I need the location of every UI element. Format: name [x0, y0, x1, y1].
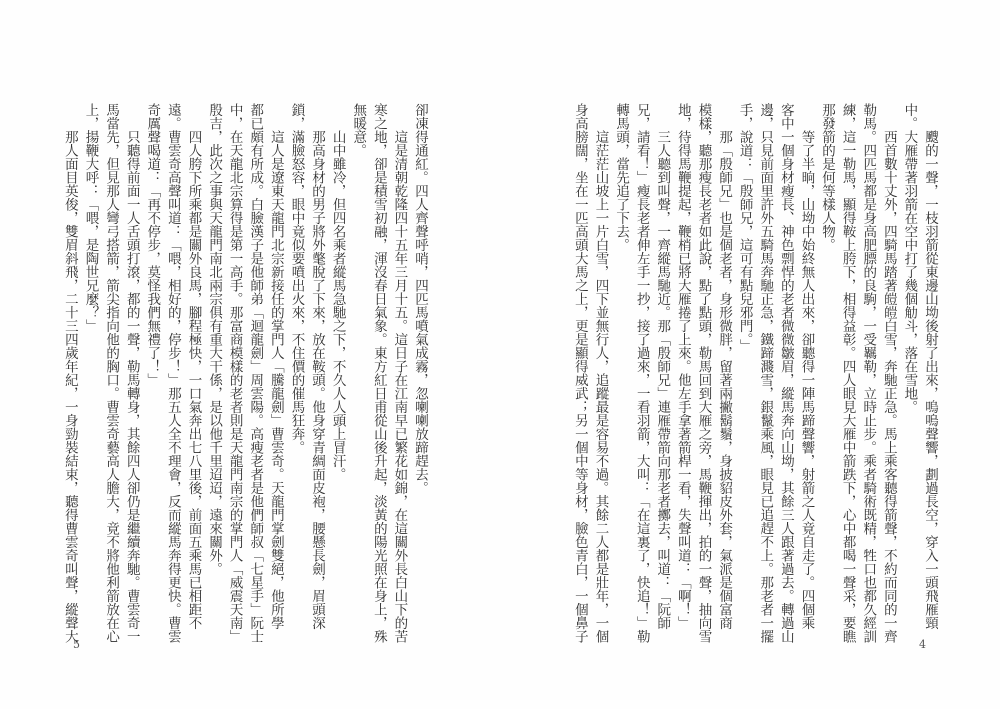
text-column: 中，在天龍北宗算得是第一高手。那富商模樣的老者則是天龍門南宗的掌門人「威震天南」	[226, 103, 243, 643]
text-column: 上，揚鞭大呼：「喂，是陶世兄麼？」	[82, 103, 99, 333]
text-column: 這茫茫山坡上一片白雪，四下並無行人，追蹤最是容易不過。其餘二人都是壯年，一個	[592, 103, 609, 643]
text-column: 地，待得馬鞭提起，鞭梢已將大雁捲了上來。他左手拿著箭桿一看，失聲叫道：「啊！」	[674, 103, 691, 630]
text-column: 殷吉，此次之事與天龍門南北兩宗俱有重大干係，是以他千里迢迢，遠來關外。	[206, 103, 223, 576]
text-column: 只聽得前面一人舌頭打滾，都的一聲，勒馬轉身，其餘四人卻仍是繼續奔馳。曹雲奇一	[123, 103, 140, 643]
text-column: 轉馬頭，當先追了下去。	[613, 103, 630, 252]
page-number-right: 4	[919, 638, 926, 651]
text-column: 那高身材的男子將外氅脫了下來，放在鞍頭。他身穿青綢面皮袍，腰懸長劍，眉頭深	[309, 103, 326, 630]
text-column: 鎖，滿臉怒容，眼中竟似要噴出火來，不住價的催馬狂奔。	[288, 103, 305, 454]
text-column: 寒之地，卻是積雪初融，渾沒春日氣象。東方紅日甫從山後升起，淡黃的陽光照在身上，殊	[370, 103, 387, 643]
text-column: 模樣，聽那瘦長老者如此說，點了點頭，勒馬回到大雁之旁，馬鞭揮出，拍的一聲，抽向雪	[695, 103, 712, 643]
text-column: 身高膀闊，坐在一匹高頭大馬之上，更是顯得威武；另一個中等身材，臉色青白，一個鼻子	[571, 103, 588, 643]
text-column: 無暖意。	[350, 103, 367, 157]
text-column: 那發箭的是何等樣人物。	[819, 103, 836, 252]
text-column: 等了半晌，山坳中始終無人出來，卻聽得一陣馬蹄聲響，射箭之人竟自走了。四個乘	[798, 103, 815, 630]
text-column: 這人是遼東天龍門北宗新接任的掌門人「騰龍劍」曹雲奇。天龍門掌劍雙絕，他所學	[267, 103, 284, 630]
text-column: 那「殷師兄」也是個老者，身形微胖，留著兩撇鬍鬚，身披貂皮外套，氣派是個富商	[716, 103, 733, 630]
text-column: 馬當先，但見那人彎弓搭箭，箭尖指向他的胸口。曹雲奇藝高人膽大，竟不將他利箭放在心	[103, 103, 120, 643]
text-column: 手，說道：「殷師兄，這可有點兒邪門。」	[736, 103, 753, 353]
text-column: 奇厲聲喝道：「再不停步，莫怪我們無禮了！」	[144, 103, 161, 387]
text-column: 三人聽到叫聲，一齊縱馬馳近。那「殷師兄」連雁帶箭向那老者擲去，叫道：「阮師	[654, 103, 671, 630]
right-page	[500, 0, 1000, 709]
text-column: 都已頗有所成。白臉漢子是他師弟「迴龍劍」周雲陽。高瘦老者是他們師叔「七星手」阮士	[247, 103, 264, 643]
text-column: 那人面目英俊，雙眉斜飛，二十三四歲年紀，一身勁裝結束，聽得曹雲奇叫聲，縱聲大	[61, 103, 78, 643]
page-number-left: 5	[73, 638, 80, 651]
text-column: 西首數十丈外，四騎馬踏著皚皚白雪，奔馳正急。馬上乘客聽得箭聲，不約而同的一齊	[880, 103, 897, 643]
right-page-text	[569, 103, 940, 643]
text-column: 邊，只見前面里許外五騎馬奔馳正急，鐵蹄濺雪，銀鬣乘風，眼見已追趕不上。那老者一擺	[757, 103, 774, 643]
text-column: 兄，請看！」瘦長老者伸左手一抄，接了過來，一看羽箭，大叫：「在這裏了，快追！」勒	[633, 103, 650, 643]
text-column: 勒馬。四匹馬都是身高肥膘的良駒，一受羈勒，立時止步。乘者騎術既精，牲口也都久經訓	[860, 103, 877, 643]
text-column: 四人胯下所乘都是關外良馬，腳程極快，一口氣奔出七八里後，前面五乘馬已相距不	[185, 103, 202, 630]
text-column: 颼的一聲，一枝羽箭從東邊山坳後射了出來，嗚嗚聲響，劃過長空，穿入一頭飛雁頸	[922, 103, 938, 630]
text-column: 卻凍得通紅。四人齊聲呼哨，四匹馬噴氣成霧，忽喇喇放蹄趕去。	[412, 103, 428, 495]
text-column: 中。大雁帶著羽箭在空中打了幾個觔斗，落在雪地。	[901, 103, 918, 414]
text-column: 練，這一勒馬，顯得鞍上胯下，相得益彰。四人眼見大雁中箭跌下，心中都喝一聲采，要瞧	[839, 103, 856, 643]
text-column: 遠。曹雲奇高聲叫道：「喂，相好的，停步！」那五人全不理會，反而縱馬奔得更快。曹雲	[164, 103, 181, 643]
left-page-text	[59, 103, 430, 643]
text-column: 客中一個身材瘦長、神色剽悍的老者微微皺眉，縱馬奔向山坳，其餘三人跟著過去。轉過山	[777, 103, 794, 643]
text-column: 這是清朝乾隆四十五年三月十五。這日子在江南早已繁花如錦，在這關外長白山下的苦	[391, 103, 408, 643]
text-column: 山中雖冷，但四名乘者縱馬急馳之下，不久人人頭上冒汗。	[329, 103, 346, 481]
